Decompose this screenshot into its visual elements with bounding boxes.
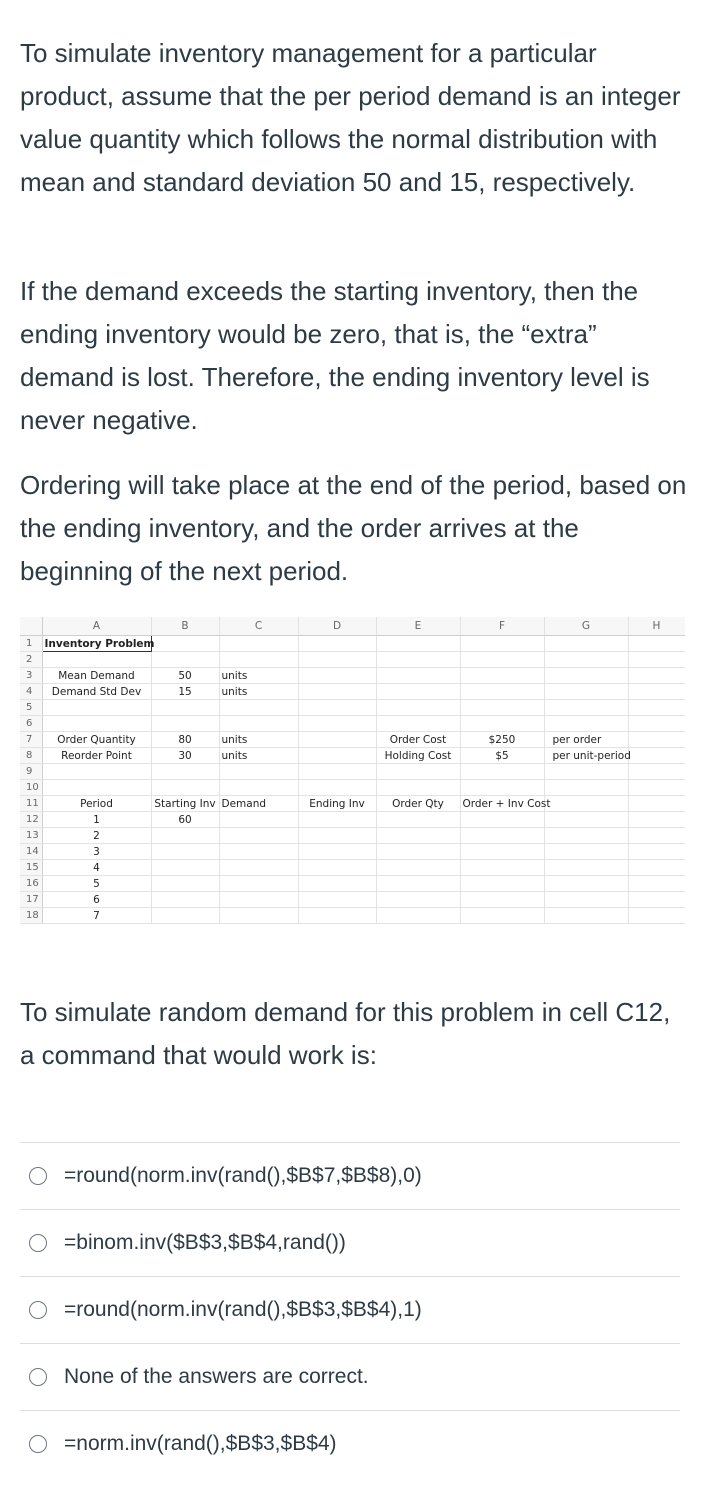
sheet-cell-b1 (151, 636, 219, 652)
answer-option-label[interactable]: =binom.inv($B$3,$B$4,rand()) (64, 1231, 346, 1254)
sheet-cell-c8: units (219, 748, 298, 764)
sheet-row (20, 668, 685, 684)
sheet-cell-g1 (544, 636, 628, 652)
row-number: 10 (20, 780, 42, 796)
answer-options (20, 1142, 680, 1477)
sheet-cell-e13 (376, 828, 460, 844)
sheet-cell-g9 (544, 764, 628, 780)
sheet-cell-a18: 7 (42, 908, 151, 924)
column-header-g: G (544, 617, 628, 636)
sheet-cell-c9 (219, 764, 298, 780)
sheet-cell-h9 (628, 764, 685, 780)
sheet-row (20, 684, 685, 700)
sheet-cell-b6 (151, 716, 219, 732)
sheet-cell-f4 (460, 684, 544, 700)
sheet-cell-a17: 6 (42, 892, 151, 908)
sheet-cell-c10 (219, 780, 298, 796)
sheet-cell-h17 (628, 892, 685, 908)
sheet-cell-g15 (544, 860, 628, 876)
sheet-cell-d3 (298, 668, 376, 684)
sheet-cell-f8: $5 (460, 748, 544, 764)
sheet-cell-f16 (460, 876, 544, 892)
sheet-cell-g2 (544, 652, 628, 668)
intro-paragraph-1: To simulate inventory management for a particular product, assume that the per period demand is an integer value quantity which follows the normal distribution with mean and standard deviation 50 and 15, respectively. (20, 38, 681, 197)
sheet-cell-d14 (298, 844, 376, 860)
column-header-h: H (628, 617, 685, 636)
sheet-row (20, 748, 685, 764)
sheet-cell-e8: Holding Cost (376, 748, 460, 764)
sheet-cell-e1 (376, 636, 460, 652)
sheet-cell-d16 (298, 876, 376, 892)
sheet-cell-d15 (298, 860, 376, 876)
intro-paragraph-2: If the demand exceeds the starting inventory, then the ending inventory would be zero, that is, the “extra” demand is lost. Therefore, the ending inventory level is never negative. (20, 276, 650, 435)
sheet-cell-f17 (460, 892, 544, 908)
sheet-cell-a12: 1 (42, 812, 151, 828)
sheet-cell-c18 (219, 908, 298, 924)
sheet-cell-b3: 50 (151, 668, 219, 684)
sheet-cell-a16: 5 (42, 876, 151, 892)
sheet-cell-f18 (460, 908, 544, 924)
column-header-b: B (151, 617, 219, 636)
sheet-cell-d2 (298, 652, 376, 668)
sheet-cell-h5 (628, 700, 685, 716)
sheet-cell-h4 (628, 684, 685, 700)
sheet-cell-d1 (298, 636, 376, 652)
sheet-cell-e3 (376, 668, 460, 684)
sheet-cell-h3 (628, 668, 685, 684)
sheet-cell-f5 (460, 700, 544, 716)
sheet-cell-f1 (460, 636, 544, 652)
sheet-cell-e5 (376, 700, 460, 716)
sheet-cell-d12 (298, 812, 376, 828)
sheet-cell-c12 (219, 812, 298, 828)
row-number: 14 (20, 844, 42, 860)
sheet-cell-b12: 60 (151, 812, 219, 828)
sheet-cell-b2 (151, 652, 219, 668)
sheet-cell-d13 (298, 828, 376, 844)
sheet-cell-a1: Inventory Problem (42, 636, 151, 652)
sheet-cell-e14 (376, 844, 460, 860)
sheet-cell-a7: Order Quantity (42, 732, 151, 748)
sheet-cell-b8: 30 (151, 748, 219, 764)
sheet-cell-e16 (376, 876, 460, 892)
radio-button[interactable] (29, 1368, 47, 1386)
answer-option[interactable] (20, 1343, 680, 1410)
sheet-cell-f11: Order + Inv Cost (460, 796, 544, 812)
sheet-cell-b11: Starting Inv (151, 796, 219, 812)
sheet-cell-b5 (151, 700, 219, 716)
row-number: 17 (20, 892, 42, 908)
sheet-cell-c13 (219, 828, 298, 844)
sheet-cell-e18 (376, 908, 460, 924)
sheet-cell-e2 (376, 652, 460, 668)
sheet-cell-e6 (376, 716, 460, 732)
column-header-d: D (298, 617, 376, 636)
sheet-cell-b10 (151, 780, 219, 796)
sheet-cell-h14 (628, 844, 685, 860)
sheet-cell-f15 (460, 860, 544, 876)
sheet-cell-c3: units (219, 668, 298, 684)
sheet-row (20, 908, 685, 924)
sheet-cell-c15 (219, 860, 298, 876)
sheet-cell-c5 (219, 700, 298, 716)
sheet-cell-g10 (544, 780, 628, 796)
sheet-row (20, 812, 685, 828)
row-number: 18 (20, 908, 42, 924)
row-number: 2 (20, 652, 42, 668)
sheet-cell-h13 (628, 828, 685, 844)
column-header-a: A (42, 617, 151, 636)
sheet-cell-a6 (42, 716, 151, 732)
spreadsheet-image (20, 617, 685, 930)
sheet-cell-f13 (460, 828, 544, 844)
sheet-cell-g16 (544, 876, 628, 892)
sheet-cell-b14 (151, 844, 219, 860)
sheet-cell-b16 (151, 876, 219, 892)
sheet-cell-g3 (544, 668, 628, 684)
sheet-cell-d18 (298, 908, 376, 924)
sheet-cell-g12 (544, 812, 628, 828)
answer-option[interactable] (20, 1209, 680, 1276)
sheet-cell-g5 (544, 700, 628, 716)
sheet-cell-d8 (298, 748, 376, 764)
sheet-cell-f10 (460, 780, 544, 796)
sheet-cell-h6 (628, 716, 685, 732)
sheet-cell-e10 (376, 780, 460, 796)
sheet-cell-d17 (298, 892, 376, 908)
row-number: 7 (20, 732, 42, 748)
sheet-cell-g4 (544, 684, 628, 700)
sheet-cell-a13: 2 (42, 828, 151, 844)
sheet-cell-g8: per unit-period (544, 748, 628, 764)
sheet-cell-h12 (628, 812, 685, 828)
sheet-cell-d6 (298, 716, 376, 732)
radio-button[interactable] (29, 1167, 47, 1185)
sheet-row (20, 732, 685, 748)
row-number: 5 (20, 700, 42, 716)
row-number: 13 (20, 828, 42, 844)
sheet-cell-a15: 4 (42, 860, 151, 876)
sheet-cell-f6 (460, 716, 544, 732)
row-number: 12 (20, 812, 42, 828)
sheet-cell-h8 (628, 748, 685, 764)
sheet-cell-h1 (628, 636, 685, 652)
sheet-cell-b13 (151, 828, 219, 844)
row-number: 3 (20, 668, 42, 684)
radio-button[interactable] (29, 1234, 47, 1252)
sheet-row (20, 636, 685, 652)
sheet-cell-f7: $250 (460, 732, 544, 748)
sheet-cell-g11 (544, 796, 628, 812)
answer-option[interactable] (20, 1410, 680, 1477)
sheet-cell-d10 (298, 780, 376, 796)
sheet-cell-d9 (298, 764, 376, 780)
sheet-cell-f3 (460, 668, 544, 684)
row-number: 4 (20, 684, 42, 700)
sheet-row (20, 828, 685, 844)
sheet-cell-f14 (460, 844, 544, 860)
sheet-row (20, 716, 685, 732)
sheet-cell-a11: Period (42, 796, 151, 812)
row-number: 16 (20, 876, 42, 892)
sheet-cell-f2 (460, 652, 544, 668)
sheet-cell-b7: 80 (151, 732, 219, 748)
sheet-cell-d7 (298, 732, 376, 748)
sheet-cell-c11: Demand (219, 796, 298, 812)
answer-option-label[interactable]: None of the answers are correct. (64, 1365, 369, 1388)
sheet-row (20, 796, 685, 812)
column-header-row (20, 617, 685, 636)
sheet-cell-a4: Demand Std Dev (42, 684, 151, 700)
sheet-cell-c4: units (219, 684, 298, 700)
question-text: To simulate random demand for this problem in cell C12, a command that would work is: (20, 997, 671, 1070)
sheet-cell-e11: Order Qty (376, 796, 460, 812)
row-number: 8 (20, 748, 42, 764)
sheet-cell-d4 (298, 684, 376, 700)
sheet-cell-a14: 3 (42, 844, 151, 860)
answer-option[interactable] (20, 1276, 680, 1343)
sheet-cell-h7 (628, 732, 685, 748)
sheet-cell-c14 (219, 844, 298, 860)
sheet-cell-h2 (628, 652, 685, 668)
sheet-cell-g6 (544, 716, 628, 732)
column-header-f: F (460, 617, 544, 636)
row-number: 15 (20, 860, 42, 876)
sheet-cell-d5 (298, 700, 376, 716)
sheet-cell-b18 (151, 908, 219, 924)
sheet-cell-e9 (376, 764, 460, 780)
sheet-cell-e7: Order Cost (376, 732, 460, 748)
sheet-row (20, 860, 685, 876)
sheet-cell-e12 (376, 812, 460, 828)
sheet-cell-e15 (376, 860, 460, 876)
row-number: 1 (20, 636, 42, 652)
radio-button[interactable] (29, 1435, 47, 1453)
sheet-cell-e4 (376, 684, 460, 700)
sheet-cell-c17 (219, 892, 298, 908)
sheet-cell-h11 (628, 796, 685, 812)
answer-option-label[interactable]: =round(norm.inv(rand(),$B$3,$B$4),1) (64, 1298, 422, 1321)
sheet-cell-a2 (42, 652, 151, 668)
sheet-cell-c16 (219, 876, 298, 892)
answer-option-label[interactable]: =norm.inv(rand(),$B$3,$B$4) (64, 1432, 337, 1455)
sheet-cell-h15 (628, 860, 685, 876)
sheet-row (20, 844, 685, 860)
sheet-cell-g14 (544, 844, 628, 860)
sheet-cell-b17 (151, 892, 219, 908)
sheet-cell-f9 (460, 764, 544, 780)
sheet-cell-c7: units (219, 732, 298, 748)
sheet-cell-g7: per order (544, 732, 628, 748)
sheet-row (20, 764, 685, 780)
answer-option[interactable] (20, 1142, 680, 1209)
sheet-cell-h16 (628, 876, 685, 892)
sheet-cell-a10 (42, 780, 151, 796)
row-number: 6 (20, 716, 42, 732)
answer-option-label[interactable]: =round(norm.inv(rand(),$B$7,$B$8),0) (64, 1164, 422, 1187)
column-header-c: C (219, 617, 298, 636)
sheet-row (20, 876, 685, 892)
intro-paragraph-3: Ordering will take place at the end of the period, based on the ending inventory, and the order arrives at the beginning of the next period. (20, 470, 687, 586)
sheet-row (20, 700, 685, 716)
sheet-cell-d11: Ending Inv (298, 796, 376, 812)
sheet-cell-g18 (544, 908, 628, 924)
sheet-cell-c6 (219, 716, 298, 732)
sheet-cell-a5 (42, 700, 151, 716)
sheet-row (20, 652, 685, 668)
sheet-cell-a8: Reorder Point (42, 748, 151, 764)
row-number: 9 (20, 764, 42, 780)
sheet-cell-f12 (460, 812, 544, 828)
sheet-cell-g13 (544, 828, 628, 844)
sheet-cell-b9 (151, 764, 219, 780)
sheet-cell-e17 (376, 892, 460, 908)
sheet-cell-a3: Mean Demand (42, 668, 151, 684)
sheet-cell-h18 (628, 908, 685, 924)
sheet-cell-c2 (219, 652, 298, 668)
sheet-cell-a9 (42, 764, 151, 780)
sheet-cell-g17 (544, 892, 628, 908)
sheet-cell-h10 (628, 780, 685, 796)
sheet-row (20, 780, 685, 796)
column-header-e: E (376, 617, 460, 636)
sheet-cell-b4: 15 (151, 684, 219, 700)
spreadsheet-table (20, 617, 685, 924)
radio-button[interactable] (29, 1301, 47, 1319)
sheet-cell-c1 (219, 636, 298, 652)
sheet-row (20, 892, 685, 908)
row-number: 11 (20, 796, 42, 812)
sheet-corner (20, 617, 42, 636)
sheet-cell-b15 (151, 860, 219, 876)
